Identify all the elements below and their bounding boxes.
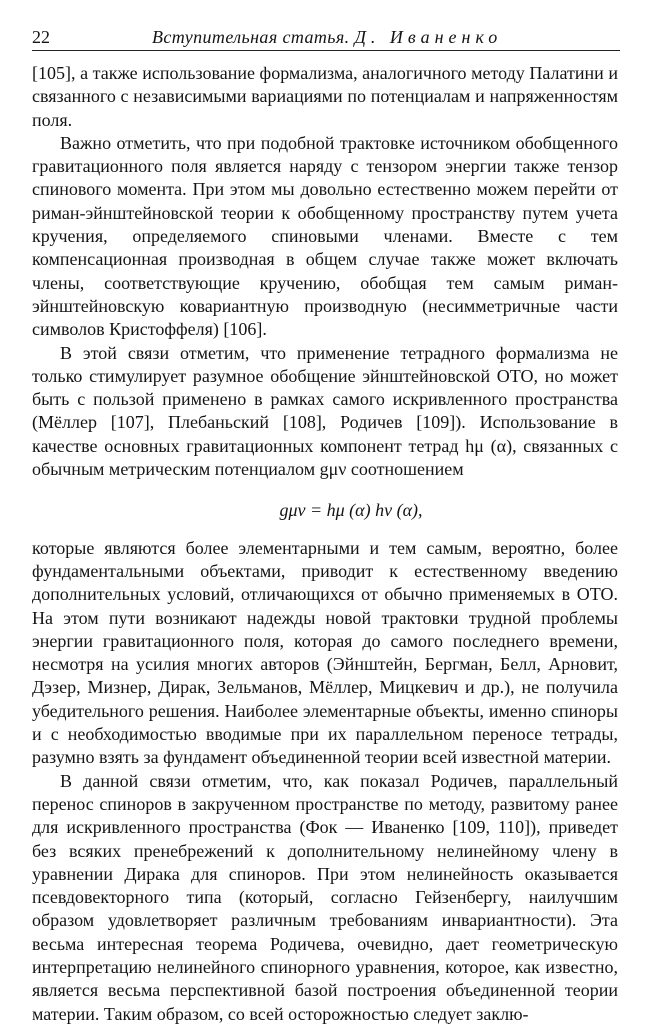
page-number: 22 [32, 27, 50, 47]
body-text [32, 62, 618, 1026]
paragraph-continuation: [105], а также использование формализма, аналогичного методу Палатини и связанного с независимыми вариациями по потенциалам и напряженностям поля. [32, 63, 618, 130]
paragraph-tetrad: В этой связи отметим, что применение тетрадного формализма не только стимулирует разумное обобщение эйнштейновской ОТО, но может быть с пользой применено в рамках самого искривленного пространства (Мёллер [107], Плебаньский [108], Родичев [109]). Использование в качестве основных гравитационных компонент тетрад hμ (α), связанных с обычным метрическим потенциалом gμν соотношением [32, 342, 618, 480]
paragraph-torsion: Важно отметить, что при подобной трактовке источником обобщенного гравитационного поля является наряду с тензором энергии также тензор спинового момента. При этом мы довольно естественно можем перейти от риман-эйнштейновской теории к обобщенному пространству путем учета кручения, определяемого спиновыми членами. Вместе с тем компенсационная производная в общем случае также может включать члены, соответствующие кручению, обобщая тем самым риман-эйнштейновскую ковариантную производную (несимметричные части символов Кристоффеля) [106]. [32, 132, 618, 340]
metric-equation: gμν = hμ (α) hν (α), [279, 500, 423, 521]
paragraph-rodichev: В данной связи отметим, что, как показал Родичев, параллельный перенос спиноров в закрученном пространстве по методу, развитому ранее для искривленного пространства (Фок — Иваненко [109, 110]), приведет без всяких пренебрежений к дополнительному нелинейному члену в уравнении Дирака для спиноров. При этом нелинейность оказывается псевдовекторного типа (который, согласно Гейзенбергу, наилучшим образом удовлетворяет различным требованиям инвариантности). Эта весьма интересная теорема Родичева, очевидно, дает геометрическую интерпретацию нелинейного спинорного уравнения, которое, как известно, является весьма перспективной базой построения объединенной теории материи. Таким образом, со всей осторожностью следует заклю- [32, 770, 618, 1024]
header-rule [32, 50, 620, 51]
running-header [32, 24, 620, 50]
author-name: Д. Иваненко [354, 27, 503, 47]
running-title [152, 24, 502, 50]
article-title: Вступительная статья. [152, 27, 350, 47]
paragraph-energy: которые являются более элементарными и тем самым, вероятно, более фундаментальными объектами, приводит к естественному введению дополнительных условий, отличающихся от обычно применяемых в ОТО. На этом пути возникают надежды новой трактовки трудной проблемы энергии гравитационного поля, которая до самого последнего времени, несмотря на усилия многих авторов (Эйнштейн, Бергман, Белл, Арновит, Дэзер, Мизнер, Дирак, Зельманов, Мёллер, Мицкевич и др.), не получила убедительного решения. Наиболее элементарные объекты, именно спиноры и с необходимостью вводимые при их параллельном переносе тетрады, разумно взять за фундамент объединенной теории всей известной материи. [32, 537, 618, 768]
